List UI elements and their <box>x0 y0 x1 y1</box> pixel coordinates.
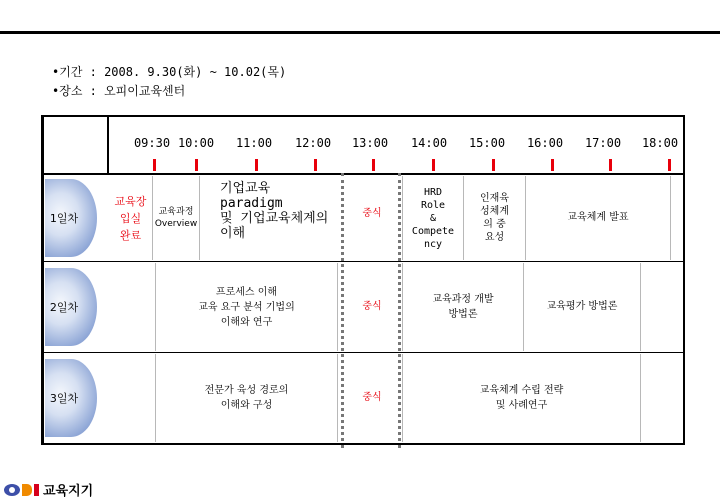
expert-cell: 전문가 육성 경로의 이해와 구성 <box>155 354 338 442</box>
time-tick <box>432 159 435 171</box>
header-separator <box>107 115 109 175</box>
talent-cell: 인재육 성체계 의 중 요성 <box>464 176 526 260</box>
registration-cell: 교육장 입실 완료 <box>109 176 153 260</box>
time-tick <box>372 159 375 171</box>
day-badge-1: 1일차 <box>45 179 97 257</box>
lunch-cell: 중식 <box>362 392 382 403</box>
overview-cell: 교육과정 Overview <box>153 176 200 260</box>
day-badge-3: 3일차 <box>45 359 97 437</box>
time-tick <box>492 159 495 171</box>
evaluation-cell: 교육평가 방법론 <box>524 263 641 351</box>
strategy-cell: 교육체계 수립 전략 및 사례연구 <box>402 354 641 442</box>
time-label: 18:00 <box>641 136 679 150</box>
time-label: 15:00 <box>468 136 506 150</box>
time-label: 11:00 <box>235 136 273 150</box>
row-divider <box>43 261 684 262</box>
row-divider <box>43 352 684 353</box>
lunch-cell: 중식 <box>362 301 382 312</box>
day-badge-2: 2일차 <box>45 268 97 346</box>
company-logo <box>4 480 93 499</box>
time-label: 10:00 <box>177 136 215 150</box>
period-text: •기간 : 2008. 9.30(화) ~ 10.02(목) <box>52 65 287 79</box>
time-label: 14:00 <box>410 136 448 150</box>
time-tick <box>668 159 671 171</box>
place-text: •장소 : 오피이교육센터 <box>52 84 186 98</box>
top-rule <box>0 31 720 34</box>
logo-o-mark <box>4 484 20 496</box>
time-label: 12:00 <box>294 136 332 150</box>
hrd-cell: HRD Role & Compete ncy <box>402 176 464 260</box>
process-cell: 프로세스 이해 교육 요구 분석 기법의 이해와 연구 <box>155 263 338 351</box>
time-tick <box>153 159 156 171</box>
lunch-boundary-left <box>341 173 344 448</box>
logo-i-mark <box>34 484 39 496</box>
time-label: 13:00 <box>351 136 389 150</box>
time-label: 16:00 <box>526 136 564 150</box>
time-tick <box>314 159 317 171</box>
logo-text: 교육지기 <box>43 484 94 499</box>
lunch-boundary-right <box>398 173 401 448</box>
time-label: 17:00 <box>584 136 622 150</box>
time-label: 09:30 <box>133 136 171 150</box>
time-tick <box>551 159 554 171</box>
lunch-cell: 중식 <box>362 208 382 219</box>
paradigm-cell: 기업교육 paradigm 및 기업교육체계의 이해 <box>220 181 329 241</box>
time-tick <box>195 159 198 171</box>
time-tick <box>609 159 612 171</box>
time-tick <box>255 159 258 171</box>
presentation-cell: 교육체계 발표 <box>526 176 671 260</box>
logo-p-mark <box>22 484 32 496</box>
row-divider <box>43 173 684 175</box>
course-dev-cell: 교육과정 개발 방법론 <box>402 263 524 351</box>
